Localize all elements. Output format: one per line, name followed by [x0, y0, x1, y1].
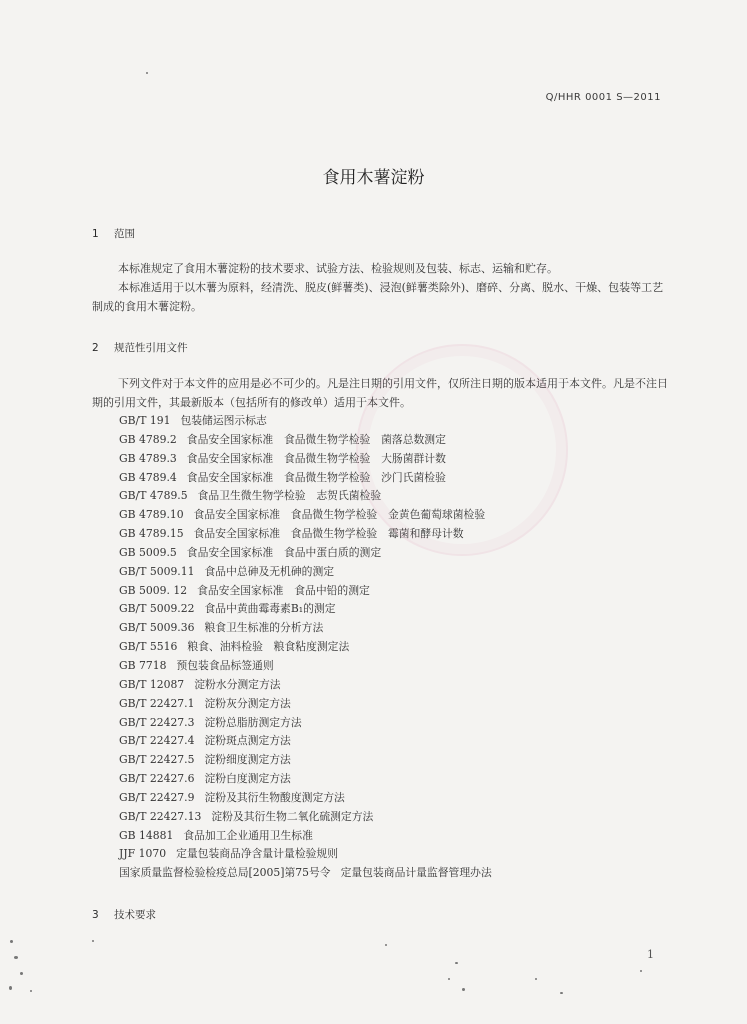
reference-item — [119, 827, 679, 846]
reference-title: 淀粉白度测定方法 — [204, 772, 291, 786]
reference-title: 淀粉及其衍生物酸度测定方法 — [204, 790, 345, 804]
reference-title: 食品加工企业通用卫生标准 — [183, 828, 313, 842]
scan-speck — [146, 72, 148, 74]
section-number: 1 — [92, 228, 99, 240]
section-title: 范围 — [114, 228, 135, 240]
reference-item — [119, 695, 679, 714]
page-number: 1 — [647, 948, 654, 961]
reference-code: GB 5009.5 — [119, 545, 177, 559]
reference-item — [119, 676, 679, 695]
reference-title: 淀粉总脂肪测定方法 — [204, 715, 302, 729]
scan-speck — [20, 972, 23, 975]
reference-code: GB 4789.3 — [119, 451, 177, 465]
reference-code: GB 4789.2 — [119, 432, 177, 446]
reference-code: GB/T 5009.36 — [119, 621, 195, 635]
reference-title: 定量包装商品计量监督管理办法 — [340, 866, 492, 880]
reference-item — [119, 600, 679, 619]
reference-title: 定量包装商品净含量计量检验规则 — [176, 847, 339, 861]
reference-title: 食品安全国家标准 食品中蛋白质的测定 — [186, 545, 382, 559]
reference-title: 包装储运图示标志 — [180, 414, 267, 427]
reference-item — [119, 638, 679, 657]
reference-code: GB 4789.10 — [119, 508, 184, 522]
scan-speck — [30, 990, 32, 992]
reference-title: 食品安全国家标准 食品微生物学检验 霉菌和酵母计数 — [193, 527, 464, 541]
reference-code: GB/T 12087 — [119, 677, 185, 691]
standard-number: Q/HHR 0001 S—2011 — [545, 92, 661, 103]
reference-item — [119, 845, 679, 864]
reference-title: 淀粉细度测定方法 — [204, 753, 291, 767]
scan-speck — [640, 970, 642, 972]
section-2-paragraph: 下列文件对于本文件的应用是必不可少的。凡是注日期的引用文件，仅所注日期的版本适用于本文件。凡是不注日期的引用文件，其最新版本（包括所有的修改单）适用于本文件。 — [92, 377, 668, 409]
reference-title: 食品安全国家标准 食品微生物学检验 沙门氏菌检验 — [186, 470, 446, 484]
reference-item — [119, 657, 679, 676]
reference-title: 淀粉灰分测定方法 — [204, 696, 291, 710]
section-2-heading — [92, 340, 188, 355]
scan-speck — [535, 978, 537, 980]
seal-stamp — [356, 344, 568, 556]
reference-item — [119, 714, 679, 733]
scan-speck — [9, 986, 12, 990]
reference-code: GB 5009. 12 — [119, 583, 188, 597]
reference-title: 淀粉水分测定方法 — [194, 677, 281, 691]
reference-item — [119, 864, 679, 883]
scan-speck — [14, 956, 18, 959]
reference-code: GB/T 191 — [119, 414, 171, 427]
section-title: 规范性引用文件 — [114, 342, 188, 354]
reference-title: 食品安全国家标准 食品微生物学检验 大肠菌群计数 — [186, 451, 446, 465]
reference-title: 预包装食品标签通则 — [176, 658, 274, 672]
reference-title: 食品安全国家标准 食品中铅的测定 — [197, 583, 370, 597]
scan-speck — [455, 962, 458, 964]
reference-code: GB/T 5516 — [119, 640, 178, 654]
section-number: 2 — [92, 342, 99, 354]
section-1-heading — [92, 226, 135, 241]
reference-code: GB/T 22427.6 — [119, 772, 195, 786]
reference-code: GB/T 22427.1 — [119, 696, 195, 710]
scan-speck — [448, 978, 450, 980]
section-number: 3 — [92, 909, 99, 921]
reference-title: 食品安全国家标准 食品微生物学检验 菌落总数测定 — [186, 432, 446, 446]
reference-title: 食品中总砷及无机砷的测定 — [204, 564, 335, 578]
scan-speck — [462, 988, 465, 991]
section-title: 技术要求 — [114, 909, 156, 921]
reference-code: GB/T 5009.11 — [119, 564, 195, 578]
reference-item — [119, 544, 679, 563]
reference-code: GB/T 22427.3 — [119, 715, 195, 729]
reference-code: GB/T 22427.5 — [119, 753, 195, 767]
section-3-heading — [92, 907, 156, 922]
reference-item — [119, 808, 679, 827]
reference-code: GB 7718 — [119, 658, 167, 672]
section-1-paragraph-1: 本标准规定了食用木薯淀粉的技术要求、试验方法、检验规则及包装、标志、运输和贮存。 — [118, 262, 558, 275]
reference-title: 食品卫生微生物学检验 志贺氏菌检验 — [197, 489, 382, 503]
reference-title: 粮食、油料检验 粮食粘度测定法 — [187, 640, 350, 654]
reference-title: 食品安全国家标准 食品微生物学检验 金黄色葡萄球菌检验 — [193, 508, 486, 522]
reference-code: GB/T 5009.22 — [119, 602, 195, 616]
reference-code: GB 14881 — [119, 828, 174, 842]
reference-item — [119, 770, 679, 789]
reference-title: 食品中黄曲霉毒素B₁的测定 — [204, 602, 336, 616]
section-1-paragraph-2: 本标准适用于以木薯为原料，经清洗、脱皮(鲜薯类)、浸泡(鲜薯类除外)、磨碎、分离、脱水、干燥、包装等工艺制成的食用木薯淀粉。 — [92, 281, 664, 313]
reference-code: GB 4789.4 — [119, 470, 177, 484]
reference-title: 淀粉斑点测定方法 — [204, 734, 291, 748]
reference-code: GB/T 22427.4 — [119, 734, 195, 748]
reference-item — [119, 619, 679, 638]
reference-item — [119, 789, 679, 808]
reference-code: GB/T 22427.13 — [119, 809, 202, 823]
reference-code: GB/T 22427.9 — [119, 790, 195, 804]
scan-speck — [560, 992, 563, 994]
reference-item — [119, 732, 679, 751]
scan-speck — [385, 944, 387, 946]
scan-speck — [92, 940, 94, 942]
reference-item — [119, 563, 679, 582]
document-title: 食用木薯淀粉 — [322, 168, 425, 188]
reference-code: GB/T 4789.5 — [119, 489, 188, 503]
reference-item — [119, 751, 679, 770]
reference-code: GB 4789.15 — [119, 527, 184, 541]
reference-title: 粮食卫生标准的分析方法 — [204, 621, 324, 635]
reference-title: 淀粉及其衍生物二氧化硫测定方法 — [211, 809, 374, 823]
reference-code: 国家质量监督检验检疫总局[2005]第75号令 — [119, 866, 331, 880]
reference-item — [119, 582, 679, 601]
scan-speck — [10, 940, 13, 943]
reference-code: JJF 1070 — [119, 847, 167, 861]
